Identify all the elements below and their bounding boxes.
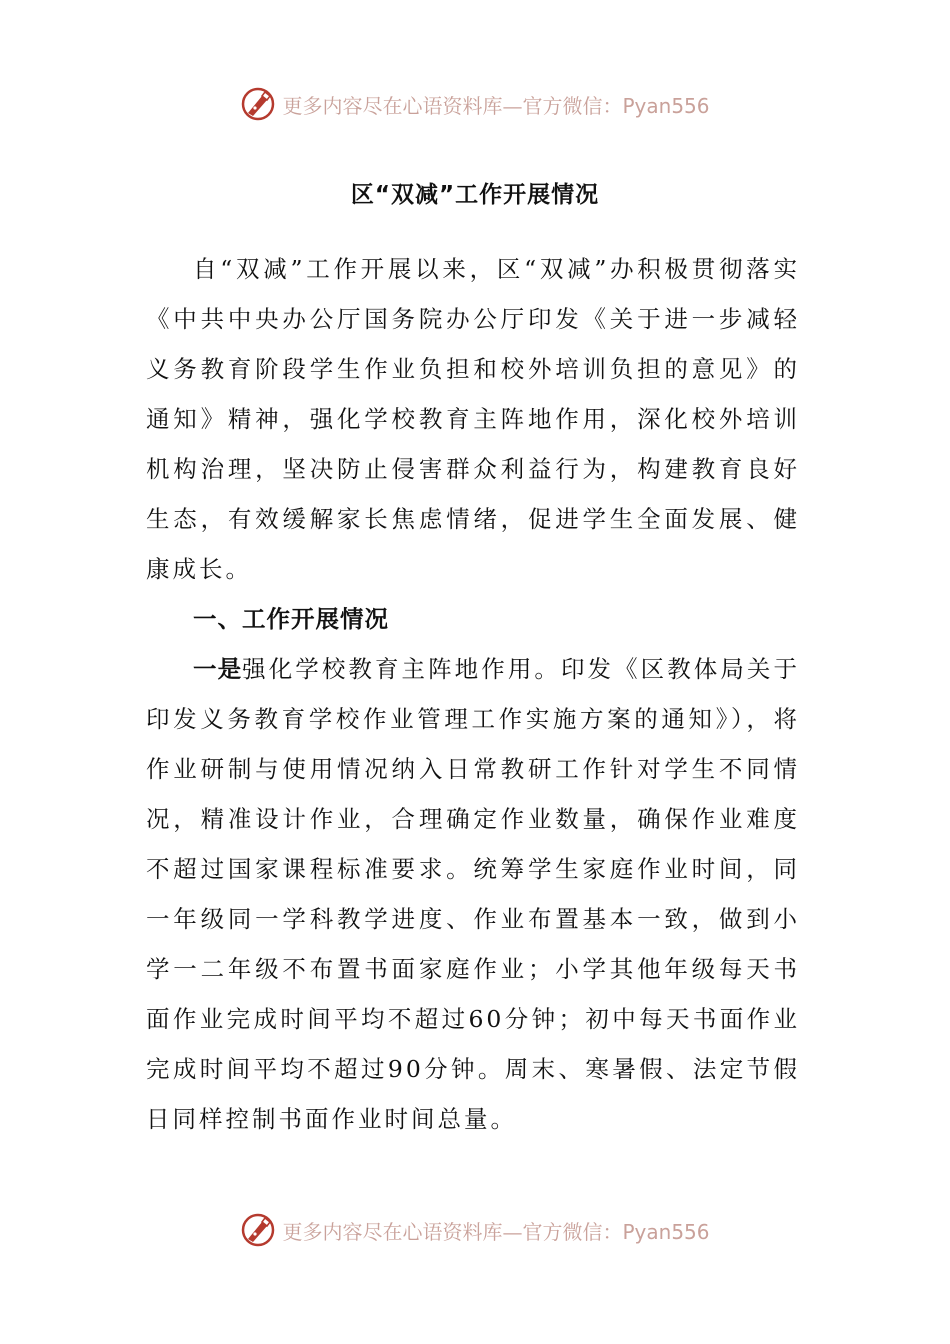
paragraph-lead: 一是 <box>193 655 243 683</box>
page-title: 区“双减”工作开展情况 <box>350 182 600 208</box>
paragraph-body: 强化学校教育主阵地作用。印发《区教体局关于印发义务教育学校作业管理工作实施方案的通知》），将作业研制与使用情况纳入日常教研工作针对学生不同情况，精准设计作业，合理确定作业数量，确保作业难度不超过国家课程标准要求。统筹学生家庭作业时间，同一年级同一学科教学进度、作业布置基本一致，做到小学一二年级不布置书面家庭作业；小学其他年级每天书面作业完成时间平均不超过60分钟；初中每天书面作业完成时间平均不超过90分钟。周末、寒暑假、法定节假日同样控制书面作业时间总量。 <box>146 655 801 1133</box>
intro-paragraph: 自“双减”工作开展以来，区“双减”办积极贯彻落实《中共中央办公厅国务院办公厅印发《关于进一步减轻义务教育阶段学生作业负担和校外培训负担的意见》的通知》精神，强化学校教育主阵地作用，深化校外培训机构治理，坚决防止侵害群众利益行为，构建教育良好生态，有效缓解家长焦虑情绪，促进学生全面发展、健康成长。 <box>146 255 800 583</box>
pen-nib-circle-icon <box>240 1212 276 1248</box>
paragraph-1 <box>146 644 800 1144</box>
footer-watermark <box>0 1210 950 1250</box>
document-body <box>146 244 800 1144</box>
watermark-id: Pyan556 <box>622 1219 710 1244</box>
header-watermark <box>0 84 950 124</box>
section-heading: 一、工作开展情况 <box>193 605 389 633</box>
watermark-text: 更多内容尽在心语资料库—官方微信：Pyan556 <box>282 1219 710 1244</box>
watermark-id: Pyan556 <box>622 93 710 118</box>
watermark-text: 更多内容尽在心语资料库—官方微信：Pyan556 <box>282 93 710 118</box>
pen-nib-circle-icon <box>240 86 276 122</box>
